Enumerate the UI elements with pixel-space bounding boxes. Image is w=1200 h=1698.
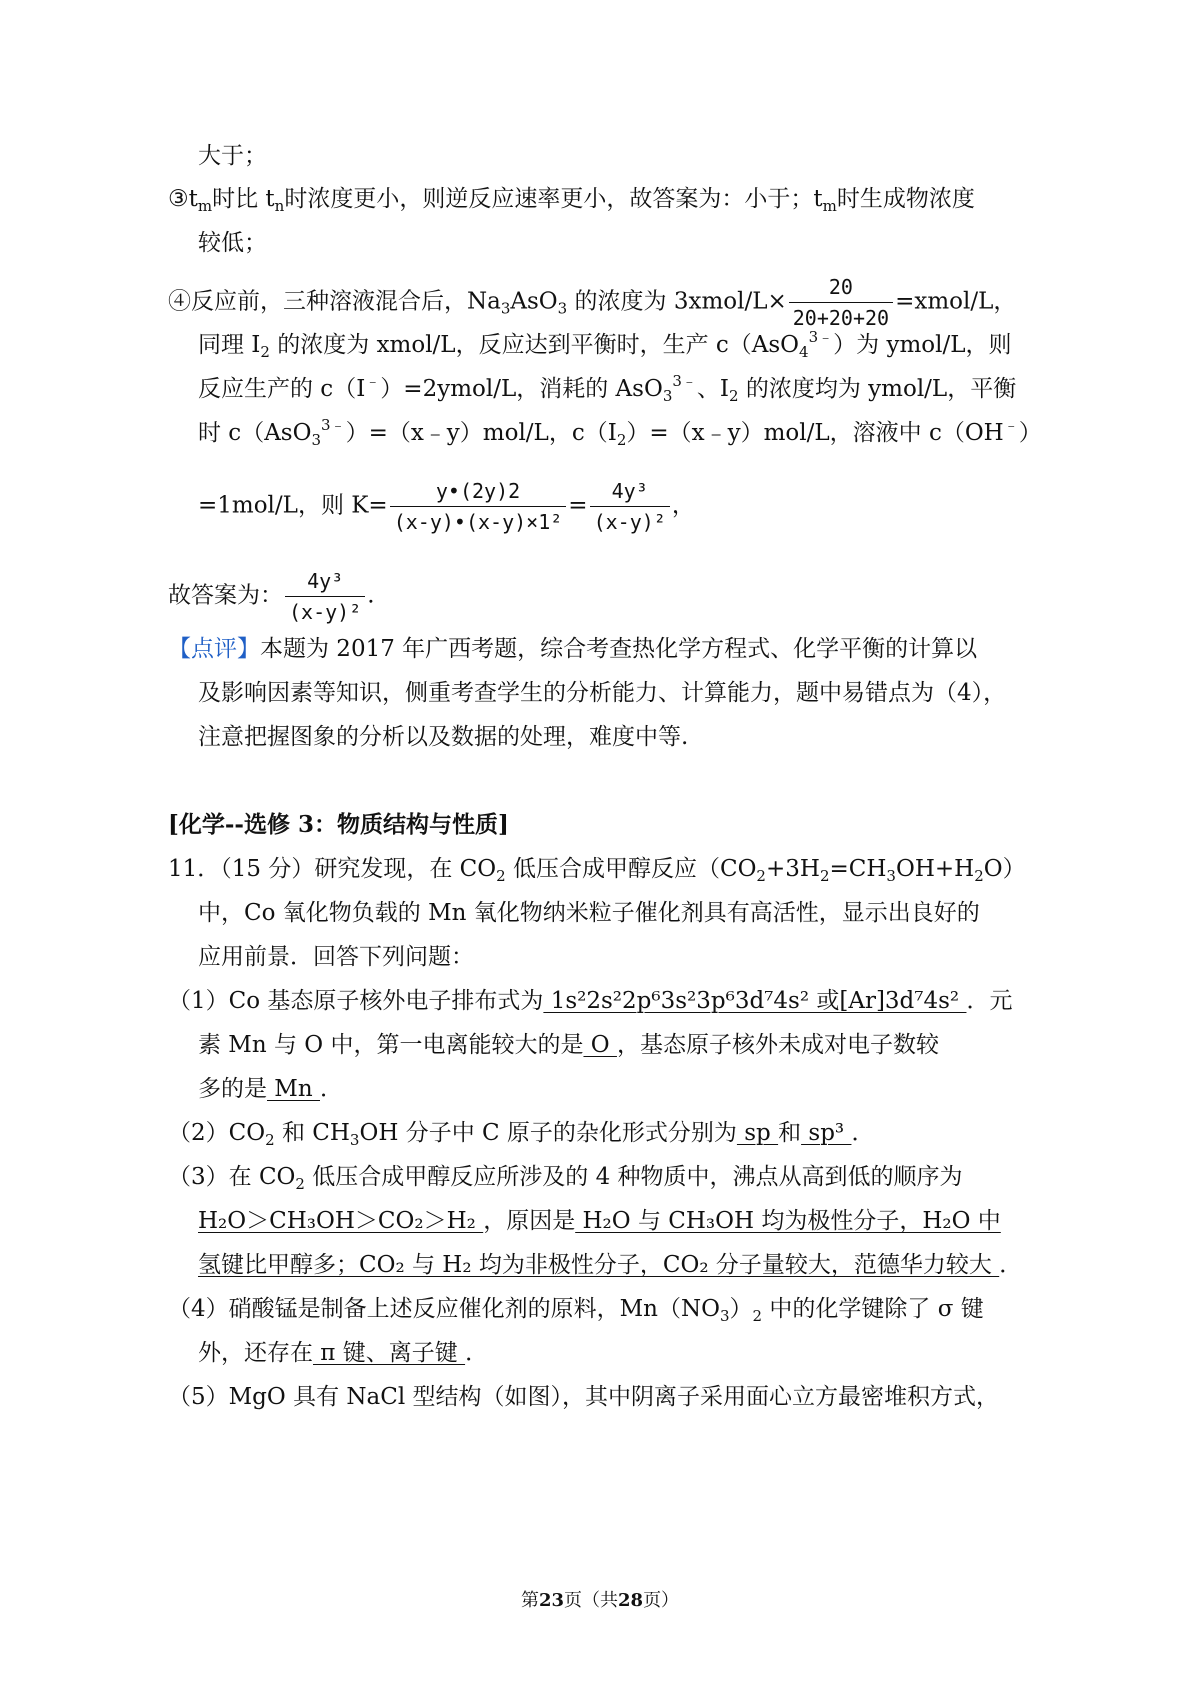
text-line: $③t_m$时比 $t_n$时浓度更小，则逆反应速率更小，故答案为：小于；$t_m$时生成物浓度 bbox=[168, 186, 975, 215]
answer-blank: H₂O＞CH₃OH＞CO₂＞H₂ bbox=[198, 1208, 484, 1234]
text-line: 同理 $I_2$ 的浓度为 xmol/L，反应达到平衡时，生产 c（AsO$_4^{3﹣}$）为 ymol/L，则 bbox=[198, 328, 1012, 361]
text-line: 多的是 Mn ． bbox=[198, 1076, 343, 1102]
answer-blank: sp bbox=[736, 1120, 779, 1146]
fraction: $\frac{\text{4y³}}{\text{(x-y)²}}$ bbox=[590, 476, 670, 537]
text-line: 氢键比甲醇多；CO₂ 与 H₂ 均为非极性分子，CO₂ 分子量较大，范德华力较大 ． bbox=[198, 1252, 1023, 1278]
text-line: 及影响因素等知识，侧重考查学生的分析能力、计算能力，题中易错点为（4）， bbox=[198, 680, 1007, 706]
comment-line: 【点评】本题为 2017 年广西考题，综合考查热化学方程式、化学平衡的计算以 bbox=[168, 636, 978, 662]
text-line: 注意把握图象的分析以及数据的处理，难度中等. bbox=[198, 724, 689, 750]
answer-blank: H₂O 与 CH₃OH 均为极性分子，H₂O 中 bbox=[575, 1208, 1001, 1234]
text-line: （3）在 $CO_2$ 低压合成甲醇反应所涉及的 4 种物质中，沸点从高到低的顺序为 bbox=[168, 1164, 963, 1193]
answer-blank: 1s²2s²2p⁶3s²3p⁶3d⁷4s² 或[Ar]3d⁷4s² bbox=[543, 988, 967, 1014]
text-line: =1mol/L，则 K= $\frac{y•(2y)2}{\text{(x-y)•(x-y)×1²}}$ = $\frac{\text{4y³}}{\text{(x-y)²}}$ ， bbox=[198, 476, 695, 537]
question-title: 11．（15 分）研究发现，在 $CO_2$ 低压合成甲醇反应$(CO_2+3H_2=CH_3OH+H_2O)$ bbox=[168, 856, 1026, 885]
text-line: 较低； bbox=[198, 230, 267, 256]
comment-tag: 【点评】 bbox=[168, 636, 260, 662]
answer-blank: 氢键比甲醇多；CO₂ 与 H₂ 均为非极性分子，CO₂ 分子量较大，范德华力较大 bbox=[198, 1252, 1000, 1278]
answer-blank: O bbox=[583, 1032, 617, 1058]
text-line: ④反应前，三种溶液混合后，$Na_3AsO_3$ 的浓度为 3xmol/L× $\frac{20}{20+20+20}$ =xmol/L， bbox=[168, 272, 1016, 333]
text-line: $(2)CO_2$ 和 $CH_3OH$ 分子中 C 原子的杂化形式分别为 sp 和 sp³ ． bbox=[168, 1120, 875, 1149]
text-line: 外，还存在 π 键、离子键 ． bbox=[198, 1340, 489, 1366]
section-heading: [化学--选修 3：物质结构与性质] bbox=[168, 811, 509, 838]
text-line: （4）硝酸锰是制备上述反应催化剂的原料，$Mn(NO_3)_2$ 中的化学键除了 σ 键 bbox=[168, 1296, 984, 1325]
text-line: H₂O＞CH₃OH＞CO₂＞H₂ ，原因是 H₂O 与 CH₃OH 均为极性分子，H₂O 中 bbox=[198, 1208, 1001, 1234]
text-line: （5）MgO 具有 NaCl 型结构（如图），其中阴离子采用面心立方最密堆积方式， bbox=[168, 1384, 999, 1410]
answer-blank: Mn bbox=[267, 1076, 320, 1102]
text-line: 反应生产的 c（I﹣）=2ymol/L，消耗的 AsO$_3^{3﹣}$、$I_2$ 的浓度均为 ymol/L，平衡 bbox=[198, 372, 1017, 405]
text-line: 故答案为： $\frac{\text{4y³}}{\text{(x-y)²}}$ . bbox=[168, 566, 375, 627]
text-line: 大于； bbox=[198, 143, 267, 169]
answer-blank: π 键、离子键 bbox=[313, 1340, 466, 1366]
fraction: $\frac{20}{20+20+20}$ bbox=[789, 272, 893, 333]
page-footer: 第23页（共28页） bbox=[520, 1590, 680, 1611]
answer-blank: sp³ bbox=[801, 1120, 852, 1146]
text-line: （1）Co 基态原子核外电子排布式为 1s²2s²2p⁶3s²3p⁶3d⁷4s² 或[Ar]3d⁷4s² ．元 bbox=[168, 988, 1013, 1014]
page-total: 28 bbox=[618, 1590, 644, 1611]
fraction: $\frac{\text{4y³}}{\text{(x-y)²}}$ bbox=[285, 566, 365, 627]
fraction: $\frac{y•(2y)2}{\text{(x-y)•(x-y)×1²}}$ bbox=[390, 476, 567, 537]
text-line: 应用前景．回答下列问题： bbox=[198, 944, 474, 970]
text-line: 中，Co 氧化物负载的 Mn 氧化物纳米粒子催化剂具有高活性，显示出良好的 bbox=[198, 900, 980, 926]
text-line: 素 Mn 与 O 中，第一电离能较大的是 O ，基态原子核外未成对电子数较 bbox=[198, 1032, 939, 1058]
page-number: 23 bbox=[538, 1590, 564, 1611]
text-line: 时 c（AsO$_3^{3﹣}$）=（x﹣y）mol/L，$c(I_2)=(x﹣y)mol/L$，溶液中 c（OH﹣） bbox=[198, 416, 1042, 449]
